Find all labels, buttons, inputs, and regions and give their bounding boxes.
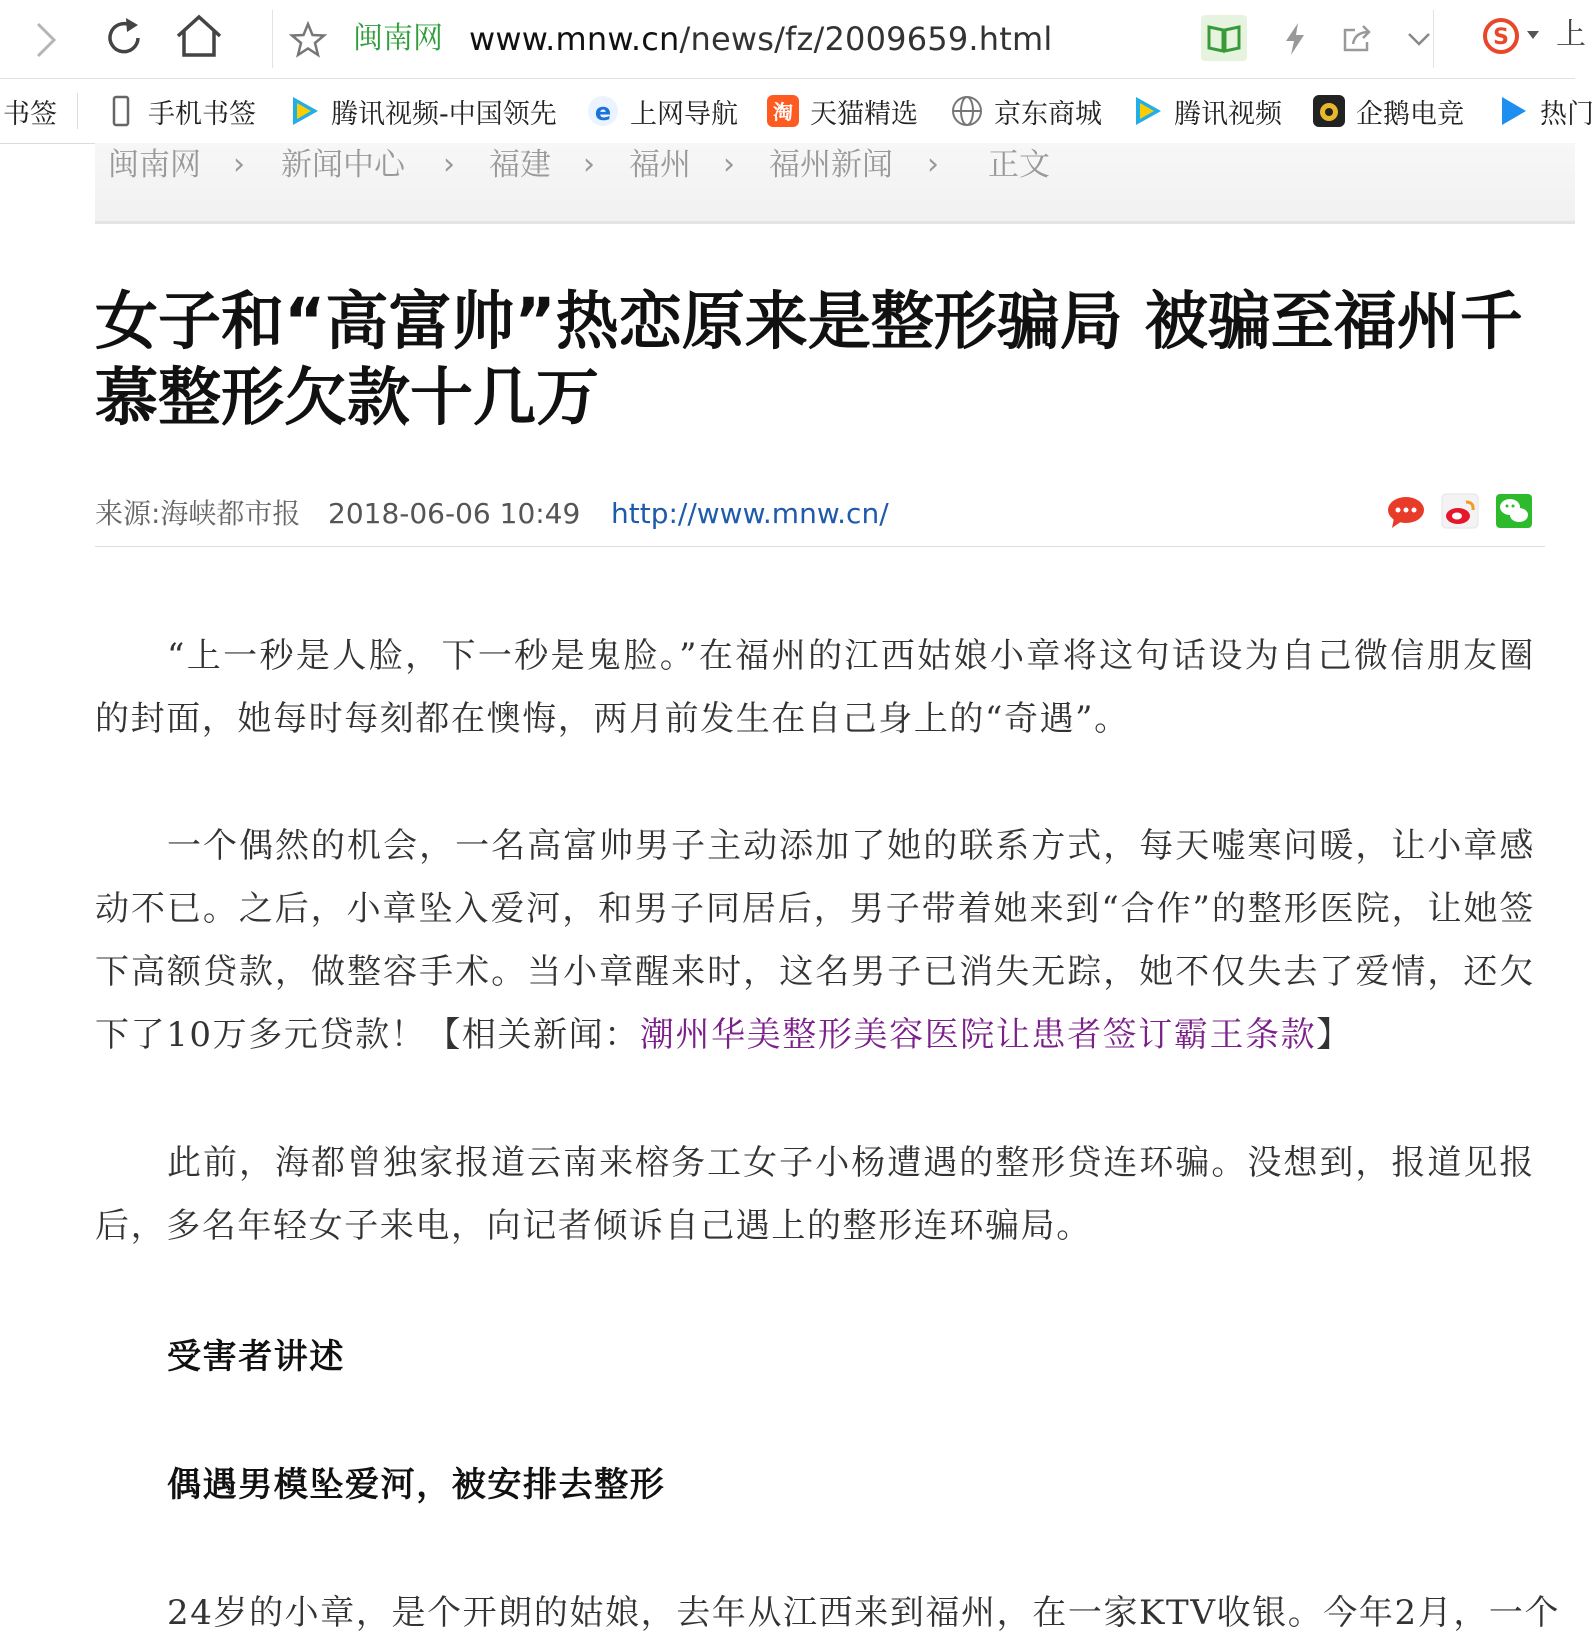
meta-divider [95, 546, 1545, 547]
bookmark-label: 热门 [1540, 98, 1594, 130]
related-news-open: 【相关新闻： [426, 1015, 640, 1055]
home-icon[interactable] [174, 12, 224, 60]
related-news-link[interactable]: 潮州华美整形美容医院让患者签订霸王条款 [639, 1015, 1317, 1055]
breadcrumb-separator: › [233, 147, 245, 182]
wechat-icon[interactable] [1494, 492, 1534, 530]
paragraph-text: 一个偶然的机会，一名高富帅男子主动添加了她的联系方式，每天嘘寒问暖，让小章感动不已。之后，小章坠入爱河，和男子同居后，男子带着她来到“合作”的整形医院，让她签下高额贷款，做整容手术。当小章醒来时，这名男子已消失无踪，她不仅失去了爱情，还欠下了10万多元贷款！ [95, 826, 1535, 1055]
url-text[interactable] [469, 20, 1053, 58]
breadcrumb-item-current: 正文 [988, 147, 1050, 183]
site-tag: 闽南网 [353, 21, 443, 56]
svg-text:淘: 淘 [773, 100, 793, 124]
bookmark-item[interactable] [766, 79, 918, 143]
article-paragraph: “上一秒是人脸，下一秒是鬼脸。”在福州的江西姑娘小章将这句话设为自己微信朋友圈的封面，她每时每刻都在懊悔，两月前发生在自己身上的“奇遇”。 [95, 636, 1535, 739]
breadcrumb-separator: › [583, 147, 595, 182]
esports-icon [1312, 94, 1346, 128]
article-paragraph [95, 815, 1535, 1067]
breadcrumb [95, 143, 1575, 224]
weibo-icon[interactable] [1440, 492, 1480, 530]
globe-icon [950, 94, 984, 128]
forward-icon[interactable] [30, 20, 60, 60]
source-link[interactable]: http://www.mnw.cn/ [611, 497, 889, 530]
breadcrumb-separator: › [723, 147, 735, 182]
article-paragraph: 24岁的小章，是个开朗的姑娘，去年从江西来到福州，在一家KTV收银。今年2月，一个 [167, 1593, 1561, 1633]
share-icon[interactable] [1341, 24, 1373, 54]
article-date: 2018-06-06 10:49 [328, 497, 581, 530]
breadcrumb-separator: › [443, 147, 455, 182]
svg-text:e: e [594, 98, 612, 126]
bookmark-label: 手机书签 [148, 98, 256, 130]
address-bar[interactable] [272, 10, 1434, 68]
bookmark-item[interactable] [287, 79, 557, 143]
sogou-icon[interactable] [1482, 16, 1520, 56]
bookmark-item[interactable] [950, 79, 1102, 143]
flash-icon[interactable] [1283, 22, 1307, 56]
star-icon[interactable] [289, 22, 327, 58]
bookmarks-bar [0, 79, 1594, 144]
phone-icon [104, 94, 138, 128]
breadcrumb-item-fuzhou-news[interactable]: 福州新闻 [769, 147, 893, 183]
article-title: 女子和“高富帅”热恋原来是整形骗局 被骗至福州千慕整形欠款十几万 [95, 285, 1523, 434]
breadcrumb-separator: › [927, 147, 939, 182]
reader-mode-icon[interactable] [1201, 15, 1247, 61]
comment-icon[interactable] [1386, 492, 1426, 530]
bookmark-item[interactable] [586, 79, 738, 143]
bookmark-label: 上网导航 [630, 98, 738, 130]
bookmark-item[interactable] [1312, 79, 1464, 143]
browser-toolbar [0, 0, 1586, 79]
bookmark-label: 天猫精选 [810, 98, 918, 130]
bookmark-label: 企鹅电竞 [1356, 98, 1464, 130]
bookmark-item[interactable] [104, 79, 256, 143]
bookmark-label: 腾讯视频 [1174, 98, 1282, 130]
article-source: 来源:海峡都市报 [95, 497, 301, 530]
bookmark-label: 腾讯视频-中国领先 [331, 98, 557, 130]
url-path: /news/fz/2009659.html [679, 20, 1053, 58]
tencent-video-icon [1130, 94, 1164, 128]
breadcrumb-item-fujian[interactable]: 福建 [489, 147, 551, 183]
partial-right-text: 上 [1556, 17, 1586, 52]
url-domain: www.mnw.cn [469, 20, 680, 58]
ie-icon [586, 94, 620, 128]
bookmark-item[interactable] [1130, 79, 1282, 143]
breadcrumb-item-news-center[interactable]: 新闻中心 [281, 147, 405, 183]
article-paragraph: 此前，海都曾独家报道云南来榕务工女子小杨遭遇的整形贷连环骗。没想到，报道见报后，多名年轻女子来电，向记者倾诉自己遇上的整形连环骗局。 [95, 1143, 1535, 1246]
section-subheading: 偶遇男模坠爱河，被安排去整形 [167, 1465, 666, 1505]
play-icon [1496, 94, 1530, 128]
bookmark-label: 书签 [3, 98, 57, 130]
taobao-icon [766, 94, 800, 128]
breadcrumb-item-fuzhou[interactable]: 福州 [629, 147, 691, 183]
tencent-video-icon [287, 94, 321, 128]
refresh-icon[interactable] [100, 14, 148, 62]
breadcrumb-item-home[interactable]: 闽南网 [108, 147, 201, 183]
related-news-close: 】 [1316, 1015, 1352, 1055]
bookmark-label: 京东商城 [994, 98, 1102, 130]
section-subheading: 受害者讲述 [167, 1337, 345, 1377]
dropdown-arrow-icon[interactable] [1526, 30, 1540, 40]
chevron-down-icon[interactable] [1405, 30, 1433, 48]
bookmark-folder[interactable] [3, 79, 57, 143]
divider [77, 93, 78, 129]
svg-text:S: S [1493, 25, 1509, 50]
bookmark-item[interactable] [1496, 79, 1594, 143]
